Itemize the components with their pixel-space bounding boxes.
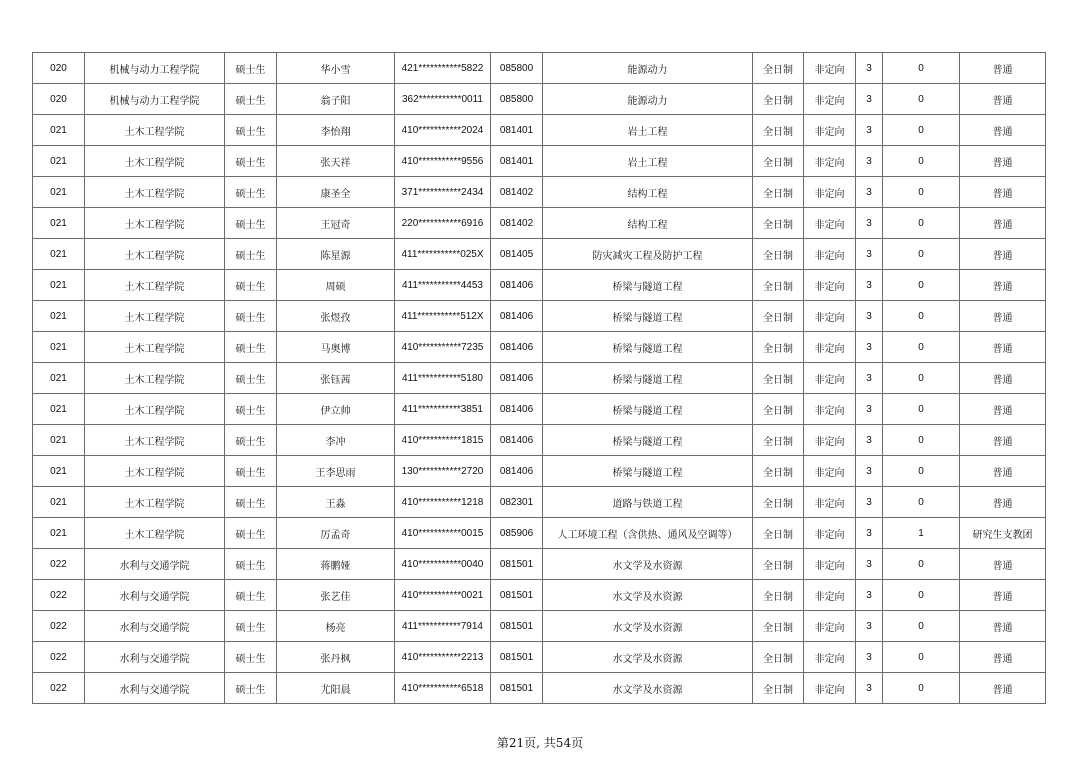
duration-cell: 3 (856, 363, 883, 394)
table-row (33, 673, 1046, 704)
major-code-cell: 081406 (491, 394, 543, 425)
unit-code-cell: 021 (33, 425, 85, 456)
student-name-cell: 王冠奇 (277, 208, 395, 239)
orientation-cell: 非定向 (804, 456, 856, 487)
student-name-cell: 康圣全 (277, 177, 395, 208)
duration-cell: 3 (856, 84, 883, 115)
table-row (33, 518, 1046, 549)
unit-code-cell: 021 (33, 363, 85, 394)
table-row (33, 332, 1046, 363)
duration-cell: 3 (856, 518, 883, 549)
student-name-cell: 蒋鹏娅 (277, 549, 395, 580)
flag-cell: 0 (883, 332, 960, 363)
major-name-cell: 桥梁与隧道工程 (543, 394, 753, 425)
major-code-cell: 081402 (491, 177, 543, 208)
flag-cell: 0 (883, 363, 960, 394)
orientation-cell: 非定向 (804, 332, 856, 363)
duration-cell: 3 (856, 487, 883, 518)
unit-code-cell: 021 (33, 301, 85, 332)
unit-code-cell: 021 (33, 332, 85, 363)
category-cell: 普通 (960, 487, 1046, 518)
degree-level-cell: 硕士生 (225, 425, 277, 456)
category-cell: 研究生支教团 (960, 518, 1046, 549)
unit-code-cell: 022 (33, 673, 85, 704)
duration-cell: 3 (856, 673, 883, 704)
major-name-cell: 能源动力 (543, 53, 753, 84)
category-cell: 普通 (960, 549, 1046, 580)
major-name-cell: 水文学及水资源 (543, 549, 753, 580)
orientation-cell: 非定向 (804, 611, 856, 642)
unit-code-cell: 021 (33, 487, 85, 518)
major-code-cell: 081406 (491, 301, 543, 332)
id-number-cell: 410***********1218 (395, 487, 491, 518)
id-number-cell: 411***********4453 (395, 270, 491, 301)
flag-cell: 0 (883, 208, 960, 239)
student-name-cell: 张艺佳 (277, 580, 395, 611)
major-name-cell: 人工环境工程（含供热、通风及空调等） (543, 518, 753, 549)
flag-cell: 0 (883, 580, 960, 611)
duration-cell: 3 (856, 549, 883, 580)
degree-level-cell: 硕士生 (225, 363, 277, 394)
college-cell: 水利与交通学院 (85, 580, 225, 611)
orientation-cell: 非定向 (804, 518, 856, 549)
orientation-cell: 非定向 (804, 177, 856, 208)
flag-cell: 0 (883, 177, 960, 208)
student-name-cell: 张天祥 (277, 146, 395, 177)
degree-level-cell: 硕士生 (225, 146, 277, 177)
table-row (33, 301, 1046, 332)
unit-code-cell: 021 (33, 518, 85, 549)
degree-level-cell: 硕士生 (225, 549, 277, 580)
college-cell: 机械与动力工程学院 (85, 53, 225, 84)
duration-cell: 3 (856, 115, 883, 146)
id-number-cell: 411***********3851 (395, 394, 491, 425)
table-row (33, 208, 1046, 239)
degree-level-cell: 硕士生 (225, 84, 277, 115)
major-name-cell: 桥梁与隧道工程 (543, 332, 753, 363)
college-cell: 土木工程学院 (85, 270, 225, 301)
id-number-cell: 410***********1815 (395, 425, 491, 456)
major-code-cell: 081406 (491, 425, 543, 456)
unit-code-cell: 021 (33, 456, 85, 487)
table-row (33, 611, 1046, 642)
duration-cell: 3 (856, 208, 883, 239)
student-name-cell: 陈星源 (277, 239, 395, 270)
duration-cell: 3 (856, 332, 883, 363)
unit-code-cell: 021 (33, 146, 85, 177)
college-cell: 土木工程学院 (85, 146, 225, 177)
orientation-cell: 非定向 (804, 53, 856, 84)
student-name-cell: 马奥博 (277, 332, 395, 363)
degree-level-cell: 硕士生 (225, 115, 277, 146)
unit-code-cell: 021 (33, 115, 85, 146)
study-mode-cell: 全日制 (753, 425, 804, 456)
duration-cell: 3 (856, 580, 883, 611)
degree-level-cell: 硕士生 (225, 208, 277, 239)
college-cell: 土木工程学院 (85, 394, 225, 425)
duration-cell: 3 (856, 425, 883, 456)
study-mode-cell: 全日制 (753, 301, 804, 332)
student-name-cell: 李怡翔 (277, 115, 395, 146)
id-number-cell: 410***********0015 (395, 518, 491, 549)
degree-level-cell: 硕士生 (225, 301, 277, 332)
category-cell: 普通 (960, 394, 1046, 425)
major-code-cell: 081406 (491, 270, 543, 301)
flag-cell: 0 (883, 301, 960, 332)
degree-level-cell: 硕士生 (225, 673, 277, 704)
study-mode-cell: 全日制 (753, 239, 804, 270)
table-row (33, 425, 1046, 456)
category-cell: 普通 (960, 84, 1046, 115)
major-code-cell: 085800 (491, 53, 543, 84)
category-cell: 普通 (960, 580, 1046, 611)
major-name-cell: 水文学及水资源 (543, 611, 753, 642)
degree-level-cell: 硕士生 (225, 611, 277, 642)
table-row (33, 642, 1046, 673)
major-name-cell: 桥梁与隧道工程 (543, 301, 753, 332)
duration-cell: 3 (856, 239, 883, 270)
unit-code-cell: 022 (33, 642, 85, 673)
degree-level-cell: 硕士生 (225, 518, 277, 549)
table-row (33, 115, 1046, 146)
category-cell: 普通 (960, 53, 1046, 84)
orientation-cell: 非定向 (804, 208, 856, 239)
table-row (33, 363, 1046, 394)
college-cell: 土木工程学院 (85, 208, 225, 239)
unit-code-cell: 021 (33, 208, 85, 239)
study-mode-cell: 全日制 (753, 363, 804, 394)
id-number-cell: 411***********7914 (395, 611, 491, 642)
id-number-cell: 371***********2434 (395, 177, 491, 208)
orientation-cell: 非定向 (804, 673, 856, 704)
major-name-cell: 结构工程 (543, 177, 753, 208)
study-mode-cell: 全日制 (753, 642, 804, 673)
table-row (33, 53, 1046, 84)
major-code-cell: 081501 (491, 549, 543, 580)
category-cell: 普通 (960, 208, 1046, 239)
id-number-cell: 410***********2213 (395, 642, 491, 673)
major-code-cell: 081401 (491, 146, 543, 177)
degree-level-cell: 硕士生 (225, 177, 277, 208)
major-code-cell: 081501 (491, 673, 543, 704)
orientation-cell: 非定向 (804, 301, 856, 332)
unit-code-cell: 021 (33, 239, 85, 270)
major-code-cell: 082301 (491, 487, 543, 518)
study-mode-cell: 全日制 (753, 611, 804, 642)
student-name-cell: 张钰茜 (277, 363, 395, 394)
college-cell: 水利与交通学院 (85, 611, 225, 642)
duration-cell: 3 (856, 301, 883, 332)
major-name-cell: 防灾减灾工程及防护工程 (543, 239, 753, 270)
orientation-cell: 非定向 (804, 580, 856, 611)
table-row (33, 580, 1046, 611)
duration-cell: 3 (856, 270, 883, 301)
orientation-cell: 非定向 (804, 363, 856, 394)
unit-code-cell: 021 (33, 270, 85, 301)
college-cell: 水利与交通学院 (85, 549, 225, 580)
table-row (33, 270, 1046, 301)
college-cell: 土木工程学院 (85, 487, 225, 518)
study-mode-cell: 全日制 (753, 115, 804, 146)
table-row (33, 177, 1046, 208)
study-mode-cell: 全日制 (753, 53, 804, 84)
major-name-cell: 水文学及水资源 (543, 642, 753, 673)
major-code-cell: 081501 (491, 611, 543, 642)
duration-cell: 3 (856, 177, 883, 208)
major-code-cell: 081405 (491, 239, 543, 270)
flag-cell: 0 (883, 146, 960, 177)
table-row (33, 394, 1046, 425)
flag-cell: 0 (883, 487, 960, 518)
orientation-cell: 非定向 (804, 239, 856, 270)
student-name-cell: 华小雪 (277, 53, 395, 84)
student-name-cell: 周硕 (277, 270, 395, 301)
table-row (33, 549, 1046, 580)
degree-level-cell: 硕士生 (225, 456, 277, 487)
major-name-cell: 桥梁与隧道工程 (543, 456, 753, 487)
study-mode-cell: 全日制 (753, 549, 804, 580)
duration-cell: 3 (856, 456, 883, 487)
table-row (33, 84, 1046, 115)
degree-level-cell: 硕士生 (225, 332, 277, 363)
student-roster-table (32, 52, 1046, 704)
category-cell: 普通 (960, 611, 1046, 642)
college-cell: 土木工程学院 (85, 332, 225, 363)
orientation-cell: 非定向 (804, 115, 856, 146)
category-cell: 普通 (960, 146, 1046, 177)
flag-cell: 0 (883, 611, 960, 642)
table-row (33, 239, 1046, 270)
student-name-cell: 张丹枫 (277, 642, 395, 673)
id-number-cell: 220***********6916 (395, 208, 491, 239)
major-name-cell: 道路与铁道工程 (543, 487, 753, 518)
id-number-cell: 410***********0021 (395, 580, 491, 611)
college-cell: 土木工程学院 (85, 177, 225, 208)
flag-cell: 0 (883, 673, 960, 704)
id-number-cell: 421***********5822 (395, 53, 491, 84)
duration-cell: 3 (856, 642, 883, 673)
study-mode-cell: 全日制 (753, 487, 804, 518)
major-code-cell: 081406 (491, 332, 543, 363)
degree-level-cell: 硕士生 (225, 239, 277, 270)
major-code-cell: 081501 (491, 580, 543, 611)
major-code-cell: 081402 (491, 208, 543, 239)
category-cell: 普通 (960, 425, 1046, 456)
category-cell: 普通 (960, 115, 1046, 146)
study-mode-cell: 全日制 (753, 177, 804, 208)
study-mode-cell: 全日制 (753, 146, 804, 177)
degree-level-cell: 硕士生 (225, 53, 277, 84)
category-cell: 普通 (960, 363, 1046, 394)
college-cell: 土木工程学院 (85, 239, 225, 270)
orientation-cell: 非定向 (804, 487, 856, 518)
study-mode-cell: 全日制 (753, 673, 804, 704)
category-cell: 普通 (960, 332, 1046, 363)
flag-cell: 0 (883, 642, 960, 673)
flag-cell: 0 (883, 549, 960, 580)
id-number-cell: 411***********5180 (395, 363, 491, 394)
major-name-cell: 岩土工程 (543, 115, 753, 146)
student-name-cell: 张煜孜 (277, 301, 395, 332)
table-row (33, 456, 1046, 487)
flag-cell: 0 (883, 53, 960, 84)
orientation-cell: 非定向 (804, 394, 856, 425)
college-cell: 土木工程学院 (85, 363, 225, 394)
id-number-cell: 410***********2024 (395, 115, 491, 146)
degree-level-cell: 硕士生 (225, 487, 277, 518)
duration-cell: 3 (856, 146, 883, 177)
major-name-cell: 桥梁与隧道工程 (543, 425, 753, 456)
unit-code-cell: 020 (33, 53, 85, 84)
major-code-cell: 085906 (491, 518, 543, 549)
category-cell: 普通 (960, 642, 1046, 673)
major-code-cell: 081406 (491, 363, 543, 394)
orientation-cell: 非定向 (804, 549, 856, 580)
study-mode-cell: 全日制 (753, 84, 804, 115)
major-name-cell: 岩土工程 (543, 146, 753, 177)
orientation-cell: 非定向 (804, 146, 856, 177)
college-cell: 土木工程学院 (85, 115, 225, 146)
unit-code-cell: 022 (33, 549, 85, 580)
student-name-cell: 伊立帅 (277, 394, 395, 425)
flag-cell: 0 (883, 115, 960, 146)
category-cell: 普通 (960, 456, 1046, 487)
flag-cell: 0 (883, 270, 960, 301)
major-name-cell: 结构工程 (543, 208, 753, 239)
college-cell: 土木工程学院 (85, 456, 225, 487)
student-name-cell: 王淼 (277, 487, 395, 518)
id-number-cell: 362***********0011 (395, 84, 491, 115)
flag-cell: 0 (883, 425, 960, 456)
unit-code-cell: 021 (33, 177, 85, 208)
flag-cell: 0 (883, 394, 960, 425)
student-name-cell: 王李思雨 (277, 456, 395, 487)
degree-level-cell: 硕士生 (225, 642, 277, 673)
major-name-cell: 桥梁与隧道工程 (543, 363, 753, 394)
flag-cell: 0 (883, 239, 960, 270)
orientation-cell: 非定向 (804, 642, 856, 673)
category-cell: 普通 (960, 270, 1046, 301)
degree-level-cell: 硕士生 (225, 270, 277, 301)
unit-code-cell: 022 (33, 611, 85, 642)
category-cell: 普通 (960, 177, 1046, 208)
unit-code-cell: 022 (33, 580, 85, 611)
table-row (33, 487, 1046, 518)
study-mode-cell: 全日制 (753, 208, 804, 239)
id-number-cell: 410***********9556 (395, 146, 491, 177)
major-code-cell: 081501 (491, 642, 543, 673)
major-code-cell: 085800 (491, 84, 543, 115)
major-name-cell: 桥梁与隧道工程 (543, 270, 753, 301)
page-indicator: 第21页, 共54页 (496, 736, 584, 750)
category-cell: 普通 (960, 673, 1046, 704)
flag-cell: 0 (883, 84, 960, 115)
duration-cell: 3 (856, 53, 883, 84)
study-mode-cell: 全日制 (753, 580, 804, 611)
id-number-cell: 411***********512X (395, 301, 491, 332)
duration-cell: 3 (856, 394, 883, 425)
unit-code-cell: 021 (33, 394, 85, 425)
student-name-cell: 厉孟奇 (277, 518, 395, 549)
college-cell: 水利与交通学院 (85, 642, 225, 673)
study-mode-cell: 全日制 (753, 270, 804, 301)
id-number-cell: 410***********7235 (395, 332, 491, 363)
degree-level-cell: 硕士生 (225, 394, 277, 425)
flag-cell: 0 (883, 456, 960, 487)
table-row (33, 146, 1046, 177)
college-cell: 土木工程学院 (85, 301, 225, 332)
major-code-cell: 081406 (491, 456, 543, 487)
major-code-cell: 081401 (491, 115, 543, 146)
study-mode-cell: 全日制 (753, 456, 804, 487)
college-cell: 土木工程学院 (85, 425, 225, 456)
college-cell: 机械与动力工程学院 (85, 84, 225, 115)
orientation-cell: 非定向 (804, 84, 856, 115)
unit-code-cell: 020 (33, 84, 85, 115)
category-cell: 普通 (960, 239, 1046, 270)
id-number-cell: 410***********0040 (395, 549, 491, 580)
orientation-cell: 非定向 (804, 270, 856, 301)
orientation-cell: 非定向 (804, 425, 856, 456)
student-name-cell: 杨亮 (277, 611, 395, 642)
degree-level-cell: 硕士生 (225, 580, 277, 611)
study-mode-cell: 全日制 (753, 518, 804, 549)
category-cell: 普通 (960, 301, 1046, 332)
duration-cell: 3 (856, 611, 883, 642)
major-name-cell: 水文学及水资源 (543, 580, 753, 611)
student-name-cell: 李冲 (277, 425, 395, 456)
table-body (33, 53, 1046, 704)
student-name-cell: 尤阳晨 (277, 673, 395, 704)
id-number-cell: 410***********6518 (395, 673, 491, 704)
study-mode-cell: 全日制 (753, 394, 804, 425)
major-name-cell: 能源动力 (543, 84, 753, 115)
id-number-cell: 411***********025X (395, 239, 491, 270)
major-name-cell: 水文学及水资源 (543, 673, 753, 704)
id-number-cell: 130***********2720 (395, 456, 491, 487)
flag-cell: 1 (883, 518, 960, 549)
student-name-cell: 翁子阳 (277, 84, 395, 115)
college-cell: 水利与交通学院 (85, 673, 225, 704)
college-cell: 土木工程学院 (85, 518, 225, 549)
study-mode-cell: 全日制 (753, 332, 804, 363)
